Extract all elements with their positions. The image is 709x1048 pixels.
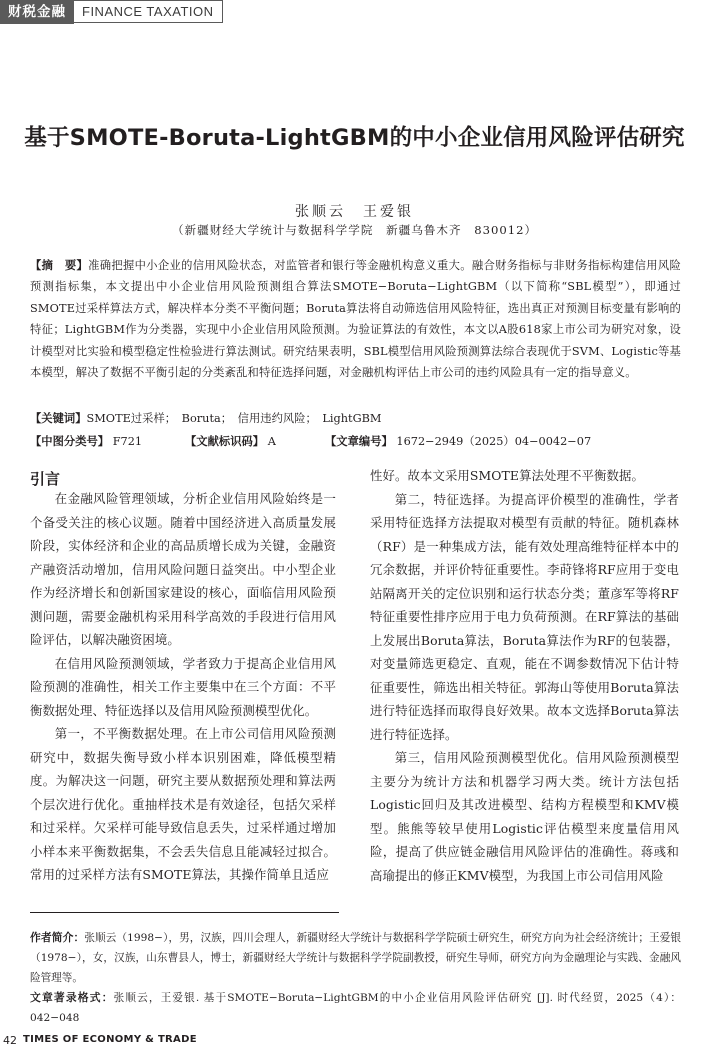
clc-field: [30, 433, 185, 449]
footnote-divider: [30, 912, 339, 913]
article-no-field: [325, 433, 591, 449]
keywords-label: 【关键词】: [30, 412, 87, 425]
author-bio-text: 张顺云（1998−），男，汉族，四川会理人，新疆财经大学统计与数据科学学院硕士研究生，研究方向为社会经济统计；王爱银（1978−），女，汉族，山东曹县人，博士，新疆财经大学统计与数据科学学院副教授，研究生导师，研究方向为金融理论与实践、金融风险管理等。: [30, 932, 681, 984]
page-number: 42: [3, 1034, 17, 1047]
citation-label: 文章著录格式：: [30, 991, 114, 1004]
abstract-text: 准确把握中小企业的信用风险状态，对监管者和银行等金融机构意义重大。融合财务指标与非财务指标构建信用风险预测指标集，本文提出中小企业信用风险预测组合算法SMOTE−Boruta−LightGBM（以下简称“SBL模型”），即通过SMOTE过采样算法方式，解决样本分类不平衡问题；Boruta算法将自动筛选信用风险特征，选出真正对预测目标变量有影响的特征；LightGBM作为分类器，实现中小企业信用风险预测。为验证算法的有效性，本文以A股618家上市公司为研究对象，设计模型对比实验和模型稳定性检验进行算法测试。研究结果表明，SBL模型信用风险预测算法综合表现优于SVM、Logistic等基本模型，解决了数据不平衡引起的分类紊乱和特征选择问题，对金融机构评估上市公司的违约风险具有一定的指导意义。: [30, 259, 681, 380]
article-authors: 张顺云 王爱银: [295, 204, 414, 220]
section-header: [0, 0, 223, 24]
section-tag-en: FINANCE TAXATION: [74, 0, 223, 23]
clc-value: F721: [112, 435, 143, 448]
abstract-label: 【摘 要】: [30, 259, 89, 272]
doc-code-field: [185, 433, 325, 449]
keywords: [30, 410, 381, 426]
paragraph-continued: 性好。故本文采用SMOTE算法处理不平衡数据。: [370, 468, 644, 483]
body-left-column: [30, 487, 336, 887]
paragraph: 第二，特征选择。为提高评价模型的准确性，学者采用特征选择方法提取对模型有贡献的特征。随机森林（RF）是一种集成方法，能有效处理高维特征样本中的冗余数据，并评价特征重要性。李莳锋将RF应用于变电站隔离开关的定位识别和运行状态分类；董彦军等将RF特征重要性排序应用于电力负荷预测。在RF算法的基础上发展出Boruta算法，Boruta算法作为RF的包装器，对变量筛选更稳定、直观，能在不调参数情况下估计特征重要性，筛选出相关特征。郭海山等使用Boruta算法进行特征选择而取得良好效果。故本文选择Boruta算法进行特征选择。: [370, 491, 679, 742]
keywords-text: SMOTE过采样； Boruta； 信用违约风险； LightGBM: [86, 412, 382, 425]
citation-format: [30, 988, 681, 1028]
classification-line: [30, 433, 591, 449]
article-title: 基于SMOTE-Boruta-LightGBM的中小企业信用风险评估研究: [24, 125, 685, 151]
author-affiliation: （新疆财经大学统计与数据科学学院 新疆乌鲁木齐 830012）: [171, 223, 538, 237]
section-tag-cn: 财税金融: [0, 0, 74, 24]
abstract: [30, 255, 681, 383]
magazine-name: TIMES OF ECONOMY & TRADE: [23, 1034, 197, 1045]
paragraph: 第三，信用风险预测模型优化。信用风险预测模型主要分为统计方法和机器学习两大类。统计方法包括Logistic回归及其改进模型、结构方程模型和KMV模型。熊熊等较早使用Logistic评估模型来度量信用风险，提高了供应链金融信用风险评估的准确性。蒋彧和高瑜提出的修正KMV模型，为我国上市公司信用风险: [370, 750, 679, 883]
article-no-value: 1672−2949（2025）04−0042−07: [396, 435, 592, 448]
doc-code-value: A: [267, 435, 276, 448]
author-bio-label: 作者简介：: [30, 931, 85, 944]
page-footer: [3, 1034, 197, 1047]
paragraph: 在金融风险管理领域，分析企业信用风险始终是一个备受关注的核心议题。随着中国经济进入高质量发展阶段，实体经济和企业的高品质增长成为关键，金融资产融资活动增加，信用风险问题日益突出。中小型企业作为经济增长和创新国家建设的核心，面临信用风险预测问题，需要金融机构采用科学高效的手段进行信用风险评估，以解决融资困境。: [30, 491, 336, 647]
citation-text: 张顺云，王爱银. 基于SMOTE−Boruta−LightGBM的中小企业信用风险评估研究 [J]. 时代经贸，2025（4）：042−048: [30, 992, 682, 1024]
clc-label: 【中图分类号】: [30, 435, 110, 448]
footnotes: [30, 928, 681, 1028]
body-right-column: [370, 464, 679, 887]
article-no-label: 【文章编号】: [325, 435, 393, 448]
doc-code-label: 【文献标识码】: [185, 435, 265, 448]
paragraph: 在信用风险预测领域，学者致力于提高企业信用风险预测的准确性，相关工作主要集中在三个方面：不平衡数据处理、特征选择以及信用风险预测模型优化。: [30, 655, 336, 718]
paragraph: 第一，不平衡数据处理。在上市公司信用风险预测研究中，数据失衡导致小样本识别困难，降低模型精度。为解决这一问题，研究主要从数据预处理和算法两个层次进行优化。重抽样技术是有效途径，包括欠采样和过采样。欠采样可能导致信息丢失，过采样通过增加小样本来平衡数据集，不会丢失信息且能减轻过拟合。常用的过采样方法有SMOTE算法，其操作简单且适应: [30, 726, 336, 882]
section-heading-intro: 引言: [30, 470, 61, 488]
author-bio: [30, 928, 681, 988]
